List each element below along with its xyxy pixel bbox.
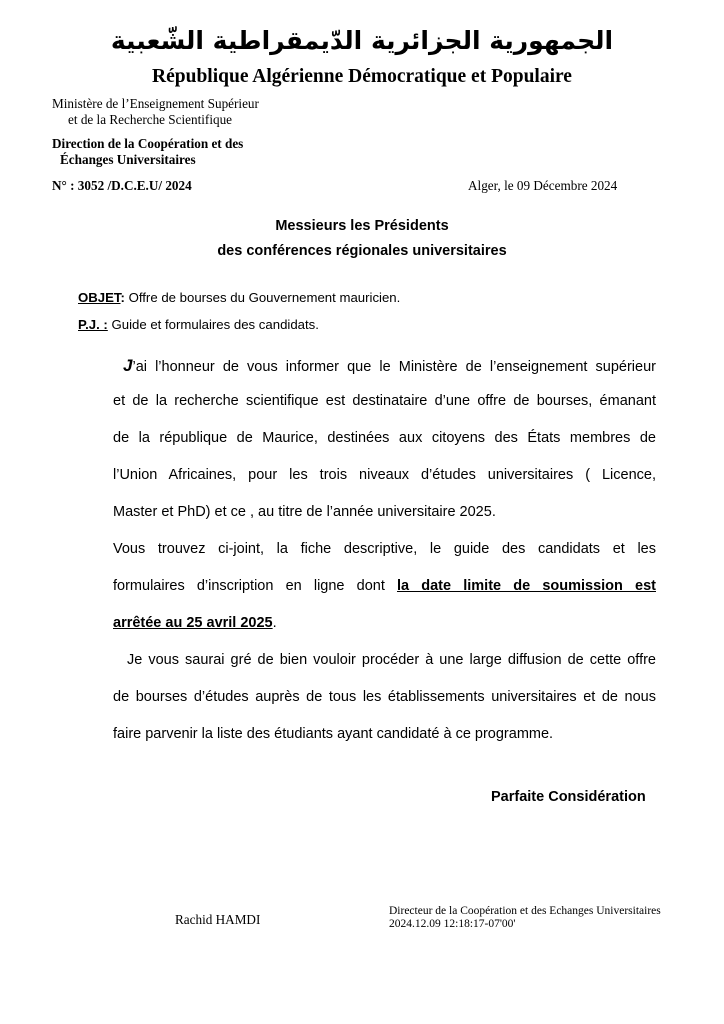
attachments-line bbox=[78, 317, 319, 332]
objet-text: Offre de bourses du Gouvernement mauricien. bbox=[124, 290, 401, 305]
body-line: Je vous saurai gré de bien vouloir procéder à une large diffusion de cette offre bbox=[127, 652, 656, 668]
addressee-line-2: des conférences régionales universitaires bbox=[217, 243, 507, 259]
body-line: Master et PhD) et ce , au titre de l’année universitaire 2025. bbox=[113, 504, 496, 520]
body-line: de bourses d’études auprès de tous les établissements universitaires et de nous bbox=[113, 689, 656, 705]
ministry-line-1: Ministère de l’Enseignement Supérieur bbox=[52, 96, 259, 111]
signer-title: Directeur de la Coopération et des Echanges Universitaires bbox=[389, 905, 661, 917]
arabic-republic-title: الجمهورية الجزائرية الدّيمقراطية الشّعبية bbox=[110, 26, 614, 55]
pj-label: P.J. : bbox=[78, 317, 108, 332]
subject-line bbox=[78, 290, 400, 305]
direction-name bbox=[52, 136, 243, 168]
body-line: faire parvenir la liste des étudiants ayant candidaté à ce programme. bbox=[113, 726, 554, 742]
digital-signature bbox=[389, 905, 661, 931]
body-line: l’Union Africaines, pour les trois niveaux d’études universitaires ( Licence, bbox=[113, 467, 656, 483]
deadline-date: arrêtée au 25 avril 2025 bbox=[113, 615, 273, 631]
direction-line-1: Direction de la Coopération et des bbox=[52, 136, 244, 151]
body-line bbox=[123, 356, 656, 376]
signature-timestamp: 2024.12.09 12:18:17-07'00' bbox=[389, 918, 516, 930]
place-date: Alger, le 09 Décembre 2024 bbox=[468, 178, 618, 193]
reference-number: N° : 3052 /D.C.E.U/ 2024 bbox=[52, 178, 192, 193]
body-line bbox=[113, 615, 656, 631]
body-text: formulaires d’inscription en ligne dont bbox=[113, 578, 398, 594]
body-line: et de la recherche scientifique est destinataire d’une offre de bourses, émanant bbox=[113, 393, 656, 409]
objet-label: OBJET bbox=[78, 290, 121, 305]
dropcap: J bbox=[123, 356, 133, 375]
direction-line-2: Échanges Universitaires bbox=[60, 152, 196, 167]
closing-formula: Parfaite Considération bbox=[491, 789, 646, 805]
body-text: . bbox=[272, 615, 277, 631]
deadline-text: la date limite de soumission est bbox=[397, 578, 656, 594]
ministry-name bbox=[52, 96, 259, 128]
french-republic-title: République Algérienne Démocratique et Populaire bbox=[152, 66, 572, 87]
body-line bbox=[113, 578, 656, 594]
body-text: ’ai l’honneur de vous informer que le Ministère de l’enseignement supérieur bbox=[132, 359, 656, 375]
addressee-line-1: Messieurs les Présidents bbox=[275, 218, 449, 234]
objet-separator: : bbox=[120, 290, 125, 305]
pj-text: Guide et formulaires des candidats. bbox=[107, 317, 319, 332]
body-line: Vous trouvez ci-joint, la fiche descriptive, le guide des candidats et les bbox=[113, 541, 656, 557]
body-line: de la république de Maurice, destinées aux citoyens des États membres de bbox=[113, 430, 656, 446]
ministry-line-2: et de la Recherche Scientifique bbox=[68, 112, 233, 127]
signer-name: Rachid HAMDI bbox=[175, 912, 261, 927]
